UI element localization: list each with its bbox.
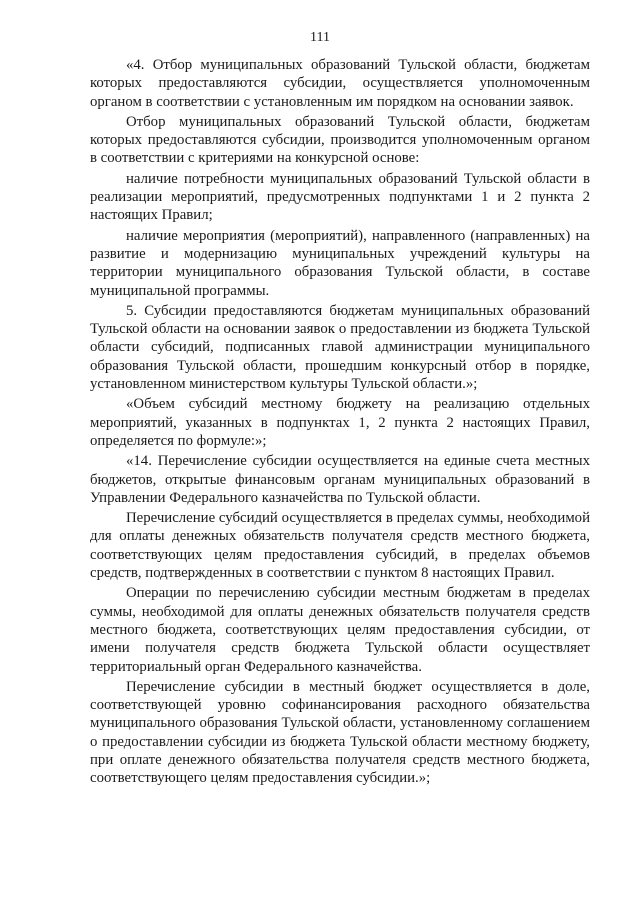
page-number: 111 [310, 30, 330, 45]
paragraph: Операции по перечислению субсидии местным бюджетам в пределах суммы, необходимой для оплаты денежных обязательств получателя средств местного бюджета, соответствующих целям предоставления субсидии, от имени получателя средств бюджета Тульской области осуществляет территориальный орган Федерального казначейства. [90, 585, 590, 675]
document-body [90, 56, 590, 790]
paragraph: «4. Отбор муниципальных образований Тульской области, бюджетам которых предоставляются субсидии, осуществляется уполномоченным органом в соответствии с установленным им порядком на основании заявок. [90, 57, 590, 110]
paragraph: Перечисление субсидии в местный бюджет осуществляется в доле, соответствующей уровню софинансирования расходного обязательства муниципального образования Тульской области, установленному соглашением о предоставлении субсидии из бюджета Тульской области местному бюджету, при оплате денежного обязательства получателя средств местного бюджета, соответствующего целям предоставления субсидии.»; [90, 678, 590, 787]
paragraph: наличие мероприятия (мероприятий), направленного (направленных) на развитие и модернизацию муниципальных учреждений культуры на территории муниципального образования Тульской области, в составе муниципальной программы. [90, 227, 590, 299]
paragraph: 5. Субсидии предоставляются бюджетам муниципальных образований Тульской области на основании заявок о предоставлении из бюджета Тульской области субсидий, подписанных главой администрации муниципального образования Тульской области, прошедшим конкурсный отбор в порядке, установленном министерством культуры Тульской области.»; [90, 302, 590, 393]
paragraph: «Объем субсидий местному бюджету на реализацию отдельных мероприятий, указанных в подпунктах 1, 2 пункта 2 настоящих Правил, определяется по формуле:»; [90, 396, 590, 449]
paragraph: Перечисление субсидий осуществляется в пределах суммы, необходимой для оплаты денежных обязательств получателя средств местного бюджета, соответствующих целям предоставления субсидий, в пределах объемов средств, подтвержденных в соответствии с пунктом 8 настоящих Правил. [90, 510, 590, 582]
paragraph: Отбор муниципальных образований Тульской области, бюджетам которых предоставляются субсидии, производится уполномоченным органом в соответствии с критериями на конкурсной основе: [90, 113, 590, 167]
paragraph: наличие потребности муниципальных образований Тульской области в реализации мероприятий, предусмотренных подпунктами 1 и 2 пункта 2 настоящих Правил; [90, 170, 590, 224]
paragraph: «14. Перечисление субсидии осуществляется на единые счета местных бюджетов, открытые финансовым органам муниципальных образований в Управлении Федерального казначейства по Тульской области. [90, 453, 590, 506]
